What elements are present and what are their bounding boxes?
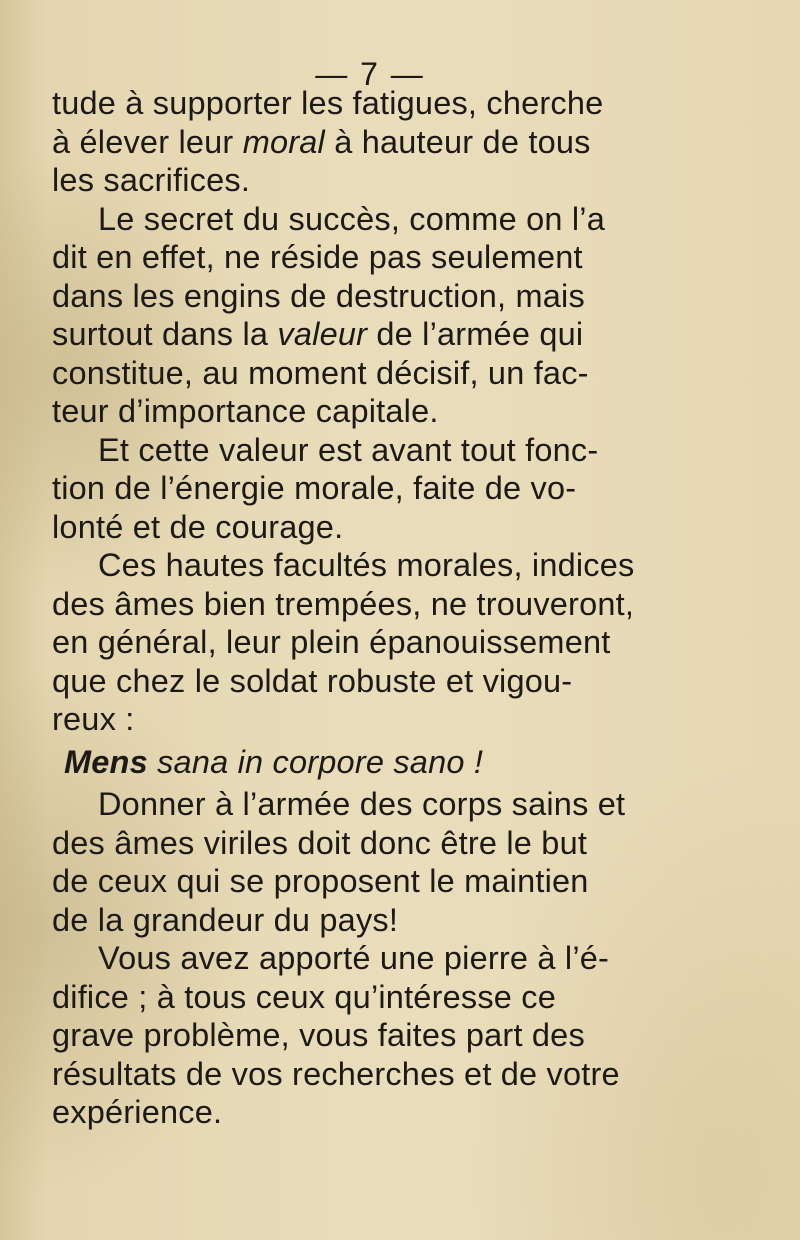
text-segment: les sacrifices. <box>52 162 251 198</box>
text-line <box>52 785 742 824</box>
text-segment: grave problème, vous faites part des <box>52 1017 585 1053</box>
text-line <box>52 862 742 901</box>
text-segment: dit en effet, ne réside pas seulement <box>52 239 583 275</box>
text-segment: résultats de vos recherches et de votre <box>52 1055 620 1092</box>
text-line <box>52 978 742 1017</box>
page-number: — 7 — <box>315 56 425 92</box>
text-line <box>52 469 742 508</box>
text-line <box>52 939 742 978</box>
paragraphs-after-motto <box>52 785 742 1132</box>
text-segment: que chez le soldat robuste et vigou- <box>52 662 573 699</box>
text-segment: Et cette valeur est avant tout fonc- <box>98 431 599 468</box>
text-segment: de l’armée qui <box>367 316 584 352</box>
text-segment: constitue, au moment décisif, un fac- <box>52 354 589 391</box>
text-line <box>52 161 742 200</box>
text-segment: lonté et de courage. <box>52 508 344 545</box>
text-line <box>52 1093 742 1132</box>
emphasized-word: valeur <box>277 316 368 352</box>
text-segment: de ceux qui se proposent le maintien <box>52 863 589 899</box>
text-segment: Vous avez apporté une pierre à l’é- <box>98 940 610 976</box>
body-text <box>52 84 742 1132</box>
text-segment: des âmes viriles doit donc être le but <box>52 824 588 861</box>
text-line <box>52 238 742 277</box>
text-line <box>52 585 742 624</box>
text-line <box>52 354 742 393</box>
text-segment: surtout dans la <box>52 316 278 352</box>
text-segment: Donner à l’armée des corps sains et <box>98 786 626 822</box>
text-segment: en général, leur plein épanouissement <box>52 624 611 660</box>
text-line <box>52 123 742 162</box>
text-line <box>52 508 742 547</box>
text-segment: expérience. <box>52 1094 223 1130</box>
text-segment: Ces hautes facultés morales, indices <box>98 547 635 583</box>
text-line <box>52 901 742 940</box>
text-segment: difice ; à tous ceux qu’intéresse ce <box>52 978 556 1015</box>
text-line <box>52 662 742 701</box>
text-segment: reux : <box>52 701 135 737</box>
text-line <box>52 315 742 354</box>
text-line <box>52 84 742 123</box>
motto-rest: sana in corpore sano ! <box>147 743 484 780</box>
text-segment: tion de l’énergie morale, faite de vo- <box>52 470 577 506</box>
paragraphs-before-motto <box>52 84 742 739</box>
latin-motto <box>52 743 742 782</box>
text-segment: teur d’importance capitale. <box>52 393 439 429</box>
text-line <box>52 1016 742 1055</box>
text-segment: tude à supporter les fatigues, cherche <box>52 85 604 121</box>
text-segment: à hauteur de tous <box>324 123 591 160</box>
text-line <box>52 431 742 470</box>
text-line <box>52 392 742 431</box>
text-line <box>52 200 742 239</box>
motto-first-word: Mens <box>64 743 148 780</box>
text-segment: à élever leur <box>52 123 243 160</box>
text-line <box>52 546 742 585</box>
emphasized-word: moral <box>242 123 325 160</box>
text-segment: dans les engins de destruction, mais <box>52 277 585 314</box>
text-segment: de la grandeur du pays! <box>52 901 399 938</box>
text-line <box>52 277 742 316</box>
text-segment: Le secret du succès, comme on l’a <box>98 200 605 237</box>
text-line <box>52 1055 742 1094</box>
text-segment: des âmes bien trempées, ne trouveront, <box>52 585 635 622</box>
text-line <box>52 824 742 863</box>
text-line <box>52 700 742 739</box>
text-line <box>52 623 742 662</box>
